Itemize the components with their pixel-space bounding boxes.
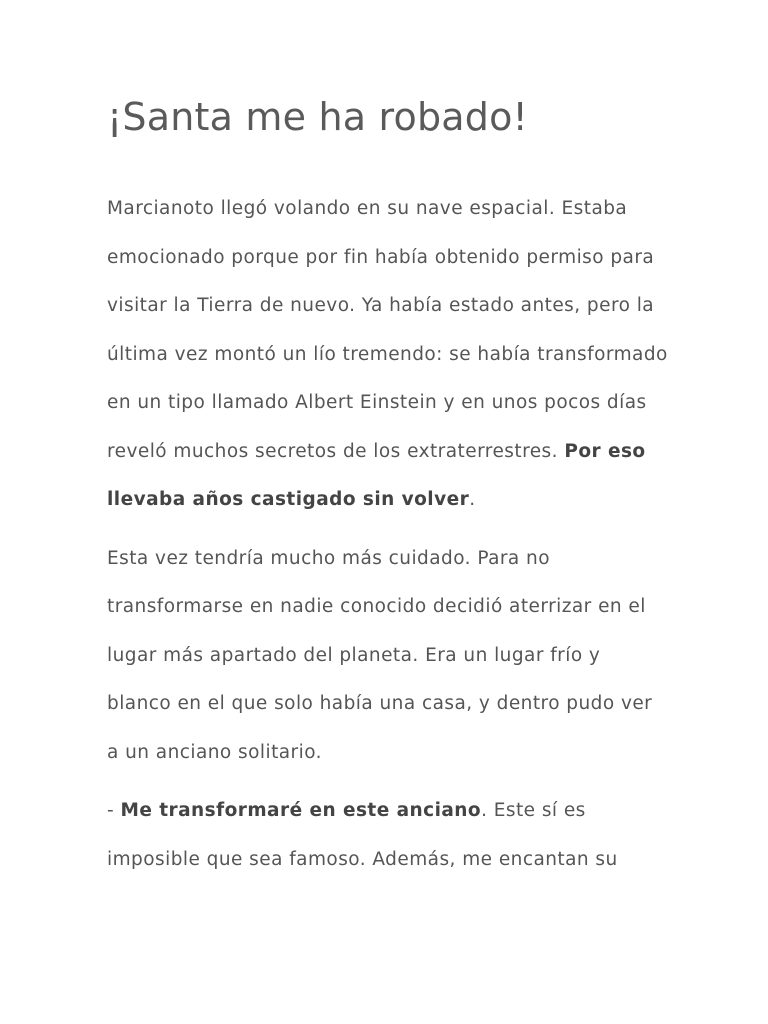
paragraph-3-text: . Este sí es imposible que sea famoso. Además, me encantan su xyxy=(107,800,618,870)
paragraph-1-bold-text: Por eso llevaba años castigado sin volver xyxy=(107,440,646,510)
paragraph-2-text: Esta vez tendría mucho más cuidado. Para no transformarse en nadie conocido decidió aterrizar en el lugar más apartado del planeta. Era un lugar frío y blanco en el que solo había una casa, y dentro pudo ver a un anciano solitario. xyxy=(107,547,653,763)
paragraph-1 xyxy=(107,185,668,525)
paragraph-3 xyxy=(107,787,668,884)
paragraph-1-end: . xyxy=(469,489,476,510)
document-title: ¡Santa me ha robado! xyxy=(107,95,528,139)
paragraph-3-bold-text: Me transformaré en este anciano xyxy=(120,800,482,821)
paragraph-2 xyxy=(107,535,668,778)
paragraph-1-text: Marcianoto llegó volando en su nave espacial. Estaba emocionado porque por fin había obtenido permiso para visitar la Tierra de nuevo. Ya había estado antes, pero la última vez montó un lío tremendo: se había transformado en un tipo llamado Albert Einstein y en unos pocos días reveló muchos secretos de los extraterrestres. xyxy=(107,198,668,462)
dialogue-dash: - xyxy=(107,800,121,821)
